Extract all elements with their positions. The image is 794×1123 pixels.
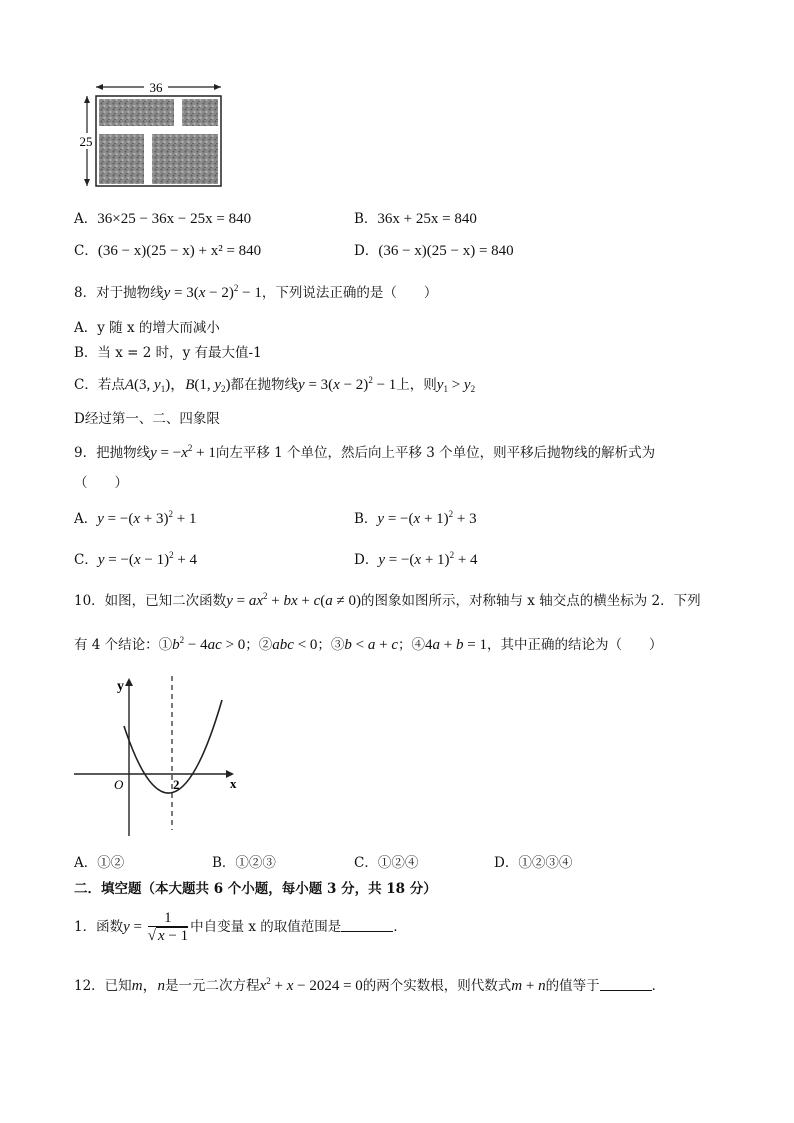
q12: 12．已知m，n是一元二次方程$x^2 + x - 2024 = 0$的两个实数根，则代数式m + n的值等于 ． bbox=[74, 976, 666, 994]
q10-stem: 10．如图，已知二次函数$y = ax^2$ + bx + c(a ≠ 0)的图象如图所示，对称轴与 x 轴交点的横坐标为 2．下列 bbox=[74, 591, 701, 609]
q7-option-c-expr: (36 − x)(25 − x) + x² = 840 bbox=[97, 243, 262, 259]
q8-option-d[interactable]: D经过第一、二、四象限 bbox=[74, 411, 220, 427]
q11: 1．函数y = $\frac{1}{√ x - 1}$ 中自变量 x 的取值范围是 ． bbox=[74, 910, 407, 944]
brick-figure bbox=[76, 78, 224, 190]
x-axis-label: x bbox=[230, 776, 237, 791]
q7-option-d[interactable]: D．(36 − x)(25 − x) = 840 bbox=[354, 243, 514, 259]
q7-option-b-expr: 36x + 25x = 840 bbox=[377, 211, 477, 227]
q9-stem: 9．把抛物线$y = -x^2 + 1$向左平移 1 个单位，然后向上平移 3 个单位，则平移后抛物线的解析式为 bbox=[74, 443, 656, 461]
q9-option-c[interactable]: C．$y = -(x - 1)^2 + 4$ bbox=[74, 550, 198, 568]
q8-option-a[interactable]: A．y 随 x 的增大而减小 bbox=[74, 320, 220, 336]
brick-top-right bbox=[182, 99, 218, 126]
origin-label: O bbox=[114, 777, 124, 792]
tick-label-2: 2 bbox=[173, 777, 180, 792]
q9-stem-paren: （ ） bbox=[74, 475, 128, 491]
q9-option-d[interactable]: D．$y = -(x + 1)^2 + 4$ bbox=[354, 550, 478, 568]
q8-stem: 8．对于抛物线$y = 3(x - 2)^2 - 1$，下列说法正确的是（ ） bbox=[74, 283, 438, 301]
height-label: 25 bbox=[79, 134, 93, 149]
q7-option-d-expr: (36 − x)(25 − x) = 840 bbox=[378, 243, 514, 259]
q10-option-a[interactable]: A．①② bbox=[74, 855, 125, 871]
width-label: 36 bbox=[149, 80, 163, 95]
y-axis-label: y bbox=[117, 679, 124, 694]
q10-option-b[interactable]: B．①②③ bbox=[212, 855, 276, 871]
q12-answer-blank[interactable] bbox=[600, 978, 652, 991]
q9-option-a[interactable]: A．$y = -(x + 3)^2 + 1$ bbox=[74, 509, 197, 527]
q7-option-c[interactable]: C．(36 − x)(25 − x) + x² = 840 bbox=[74, 243, 262, 259]
q8-option-b[interactable]: B．当 x = 2 时，y 有最大值-1 bbox=[74, 345, 262, 361]
brick-bottom-right bbox=[152, 134, 218, 184]
q10-option-c[interactable]: C．①②④ bbox=[354, 855, 419, 871]
parabola-graph bbox=[72, 670, 240, 840]
q8-option-c[interactable]: C．若点A(3, $y_1$)，B(1, $y_2$)都在抛物线$y = 3(x - 2)^2 - 1$上，则$y_1 > y_2$ bbox=[74, 375, 476, 394]
section-fill-in-header: 二．填空题（本大题共 6 个小题，每小题 3 分，共 18 分） bbox=[74, 881, 437, 897]
brick-bottom-left bbox=[99, 134, 144, 184]
q7-option-a-expr: 36×25 − 36x − 25x = 840 bbox=[97, 211, 252, 227]
q10-option-d[interactable]: D．①②③④ bbox=[494, 855, 573, 871]
q7-option-b[interactable]: B．36x + 25x = 840 bbox=[354, 211, 477, 227]
q10-conclusions: 有 4 个结论：$①b^2 - 4ac > 0$；②abc < 0；③b < a + c；④4a + b = 1，其中正确的结论为（ ） bbox=[74, 635, 663, 653]
q9-option-b[interactable]: B．$y = -(x + 1)^2 + 3$ bbox=[354, 509, 477, 527]
brick-top-left bbox=[99, 99, 174, 126]
q11-answer-blank[interactable] bbox=[341, 919, 393, 932]
q7-option-a[interactable]: A．36×25 − 36x − 25x = 840 bbox=[74, 211, 252, 227]
